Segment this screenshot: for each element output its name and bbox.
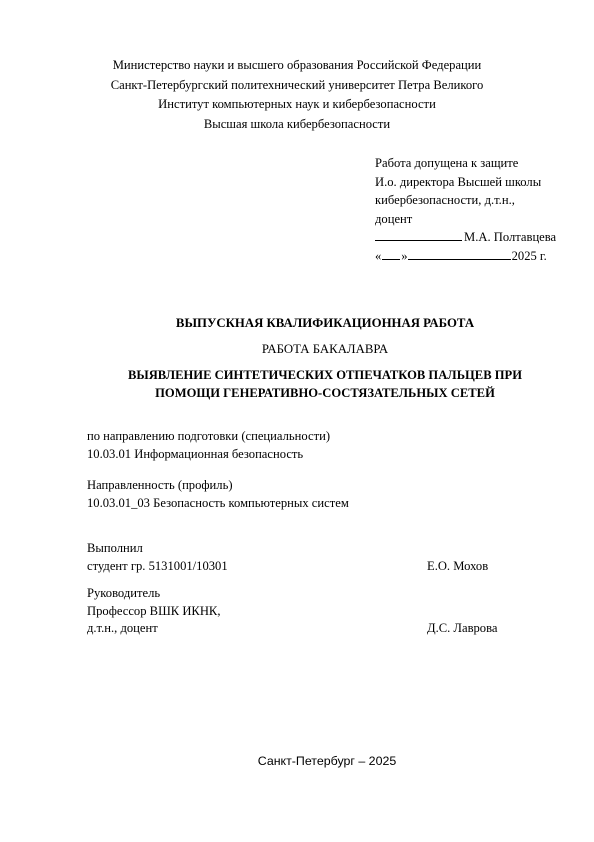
supervisor-position: Профессор ВШК ИКНК, — [87, 603, 221, 618]
author-block — [87, 540, 517, 575]
approval-date-line — [375, 247, 585, 266]
author-group: студент гр. 5131001/10301 — [87, 558, 228, 573]
supervisor-name: Д.С. Лаврова — [427, 621, 498, 635]
author-label: Выполнил — [87, 541, 143, 555]
profile-value: 10.03.01_03 Безопасность компьютерных систем — [87, 495, 349, 510]
signature-blank — [375, 228, 462, 241]
day-blank — [382, 247, 400, 260]
author-name: Е.О. Мохов — [427, 558, 489, 573]
supervisor-label: Руководитель — [87, 586, 161, 600]
supervisor-block — [87, 585, 517, 638]
organization-header — [0, 56, 594, 134]
approval-signature-line — [375, 228, 585, 247]
ministry-name: Министерство науки и высшего образования Российской Федерации — [112, 58, 482, 72]
approval-block — [375, 154, 585, 265]
approval-line-1: Работа допущена к защите — [375, 156, 519, 170]
date-quote-open: « — [375, 248, 382, 263]
profile-label: Направленность (профиль) — [87, 478, 233, 492]
direction-label: по направлению подготовки (специальности) — [87, 429, 331, 443]
direction-value: 10.03.01 Информационная безопасность — [87, 446, 304, 461]
approval-line-3: кибербезопасности, д.т.н., — [375, 193, 515, 207]
date-year: 2025 г. — [511, 248, 547, 263]
work-subtype-heading: РАБОТА БАКАЛАВРА — [261, 342, 389, 356]
supervisor-degree: д.т.н., доцент — [87, 621, 158, 635]
direction-block — [87, 428, 330, 463]
supervisor-row — [87, 620, 517, 638]
school-name: Высшая школа кибербезопасности — [203, 116, 391, 131]
thesis-title-line-1: ВЫЯВЛЕНИЕ СИНТЕТИЧЕСКИХ ОТПЕЧАТКОВ ПАЛЬЦЕВ ПРИ — [127, 368, 523, 382]
thesis-title — [60, 366, 590, 402]
author-row — [87, 558, 517, 576]
profile-block — [87, 477, 349, 512]
date-quote-close: » — [401, 248, 408, 263]
university-name: Санкт-Петербургский политехнический университет Петра Великого — [110, 77, 484, 92]
approval-line-2: И.о. директора Высшей школы — [375, 174, 542, 189]
thesis-title-line-2: ПОМОЩИ ГЕНЕРАТИВНО-СОСТЯЗАТЕЛЬНЫХ СЕТЕЙ — [155, 386, 495, 400]
approval-signer: М.А. Полтавцева — [464, 230, 557, 244]
place-year: Санкт-Петербург – 2025 — [257, 754, 397, 768]
institute-name: Институт компьютерных наук и кибербезопасности — [158, 97, 436, 111]
month-blank — [408, 247, 511, 260]
work-type-heading: ВЫПУСКНАЯ КВАЛИФИКАЦИОННАЯ РАБОТА — [175, 316, 475, 330]
approval-line-4: доцент — [375, 211, 413, 226]
